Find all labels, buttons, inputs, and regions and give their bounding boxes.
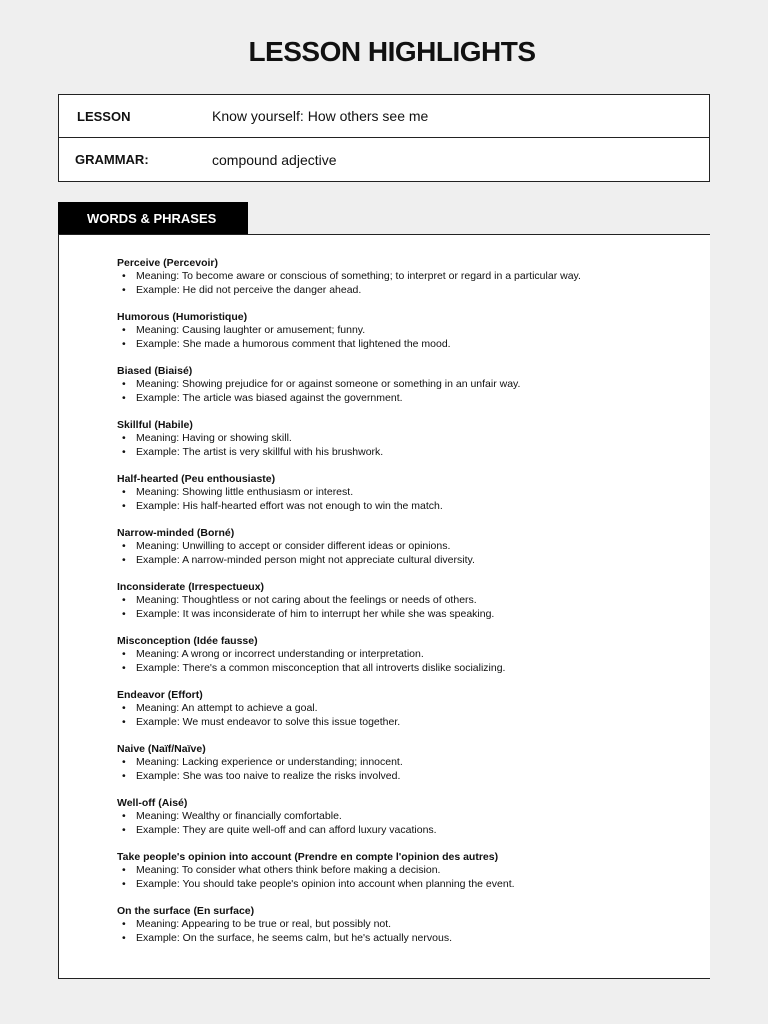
entry-meaning: • Meaning: Causing laughter or amusement; funny. — [136, 324, 707, 338]
entry-example: • Example: She was too naive to realize the risks involved. — [136, 770, 707, 784]
entry-meaning: • Meaning: A wrong or incorrect understanding or interpretation. — [136, 648, 707, 662]
entry-item — [117, 635, 707, 675]
entry-term: Well-off (Aisé) — [117, 797, 188, 809]
entry-term: Skillful (Habile) — [117, 419, 193, 431]
entry-term: Half-hearted (Peu enthousiaste) — [117, 473, 276, 485]
entry-item — [117, 527, 707, 567]
entry-item — [117, 851, 707, 891]
entry-example: • Example: On the surface, he seems calm, but he's actually nervous. — [136, 932, 707, 946]
entry-item — [117, 365, 707, 405]
entry-example: • Example: A narrow-minded person might not appreciate cultural diversity. — [136, 554, 707, 568]
entry-term: Humorous (Humoristique) — [117, 311, 248, 323]
entry-example: • Example: She made a humorous comment that lightened the mood. — [136, 338, 707, 352]
grammar-value: compound adjective — [212, 151, 337, 168]
entry-list — [117, 257, 707, 959]
entry-example: • Example: You should take people's opinion into account when planning the event. — [136, 878, 707, 892]
entry-meaning: • Meaning: Showing prejudice for or against someone or something in an unfair way. — [136, 378, 707, 392]
words-phrases-heading: WORDS & PHRASES — [58, 202, 248, 235]
entry-item — [117, 419, 707, 459]
entry-meaning: • Meaning: Thoughtless or not caring about the feelings or needs of others. — [136, 594, 707, 608]
grammar-row — [59, 137, 709, 181]
entry-term: On the surface (En surface) — [117, 905, 255, 917]
entry-term: Narrow-minded (Borné) — [117, 527, 235, 539]
entry-item — [117, 905, 707, 945]
entry-example: • Example: The artist is very skillful with his brushwork. — [136, 446, 707, 460]
entry-item — [117, 473, 707, 513]
entry-meaning: • Meaning: Showing little enthusiasm or interest. — [136, 486, 707, 500]
entry-example: • Example: It was inconsiderate of him to interrupt her while she was speaking. — [136, 608, 707, 622]
page-title: LESSON HIGHLIGHTS — [248, 36, 536, 67]
entry-item — [117, 689, 707, 729]
entry-item — [117, 797, 707, 837]
lesson-value: Know yourself: How others see me — [212, 108, 429, 124]
entry-meaning: • Meaning: Unwilling to accept or consider different ideas or opinions. — [136, 540, 707, 554]
entry-example: • Example: He did not perceive the danger ahead. — [136, 284, 707, 298]
entry-example: • Example: His half-hearted effort was not enough to win the match. — [136, 500, 707, 514]
entry-item — [117, 581, 707, 621]
entry-meaning: • Meaning: Having or showing skill. — [136, 432, 707, 446]
entry-term: Biased (Biaisé) — [117, 365, 193, 377]
entry-meaning: • Meaning: Lacking experience or understanding; innocent. — [136, 756, 707, 770]
entry-meaning: • Meaning: Appearing to be true or real, but possibly not. — [136, 918, 707, 932]
entry-term: Naive (Naïf/Naïve) — [117, 743, 206, 755]
entry-example: • Example: They are quite well-off and can afford luxury vacations. — [136, 824, 707, 838]
entry-term: Endeavor (Effort) — [117, 689, 203, 701]
entry-item — [117, 257, 707, 297]
entry-meaning: • Meaning: Wealthy or financially comfortable. — [136, 810, 707, 824]
entry-term: Inconsiderate (Irrespectueux) — [117, 581, 265, 593]
entry-example: • Example: We must endeavor to solve this issue together. — [136, 716, 707, 730]
entry-term: Perceive (Percevoir) — [117, 257, 218, 269]
entry-example: • Example: The article was biased against the government. — [136, 392, 707, 406]
lesson-info-table — [58, 94, 710, 182]
entry-meaning: • Meaning: An attempt to achieve a goal. — [136, 702, 707, 716]
entry-item — [117, 743, 707, 783]
entry-meaning: • Meaning: To consider what others think before making a decision. — [136, 864, 707, 878]
entry-meaning: • Meaning: To become aware or conscious of something; to interpret or regard in a particular way. — [136, 270, 707, 284]
entry-item — [117, 311, 707, 351]
grammar-label: GRAMMAR: — [75, 152, 149, 167]
entry-example: • Example: There's a common misconception that all introverts dislike socializing. — [136, 662, 707, 676]
lesson-row — [59, 95, 709, 137]
entry-term: Misconception (Idée fausse) — [117, 635, 258, 647]
words-phrases-panel — [58, 234, 710, 979]
lesson-label: LESSON — [77, 108, 131, 124]
entry-term: Take people's opinion into account (Prendre en compte l'opinion des autres) — [117, 851, 499, 863]
